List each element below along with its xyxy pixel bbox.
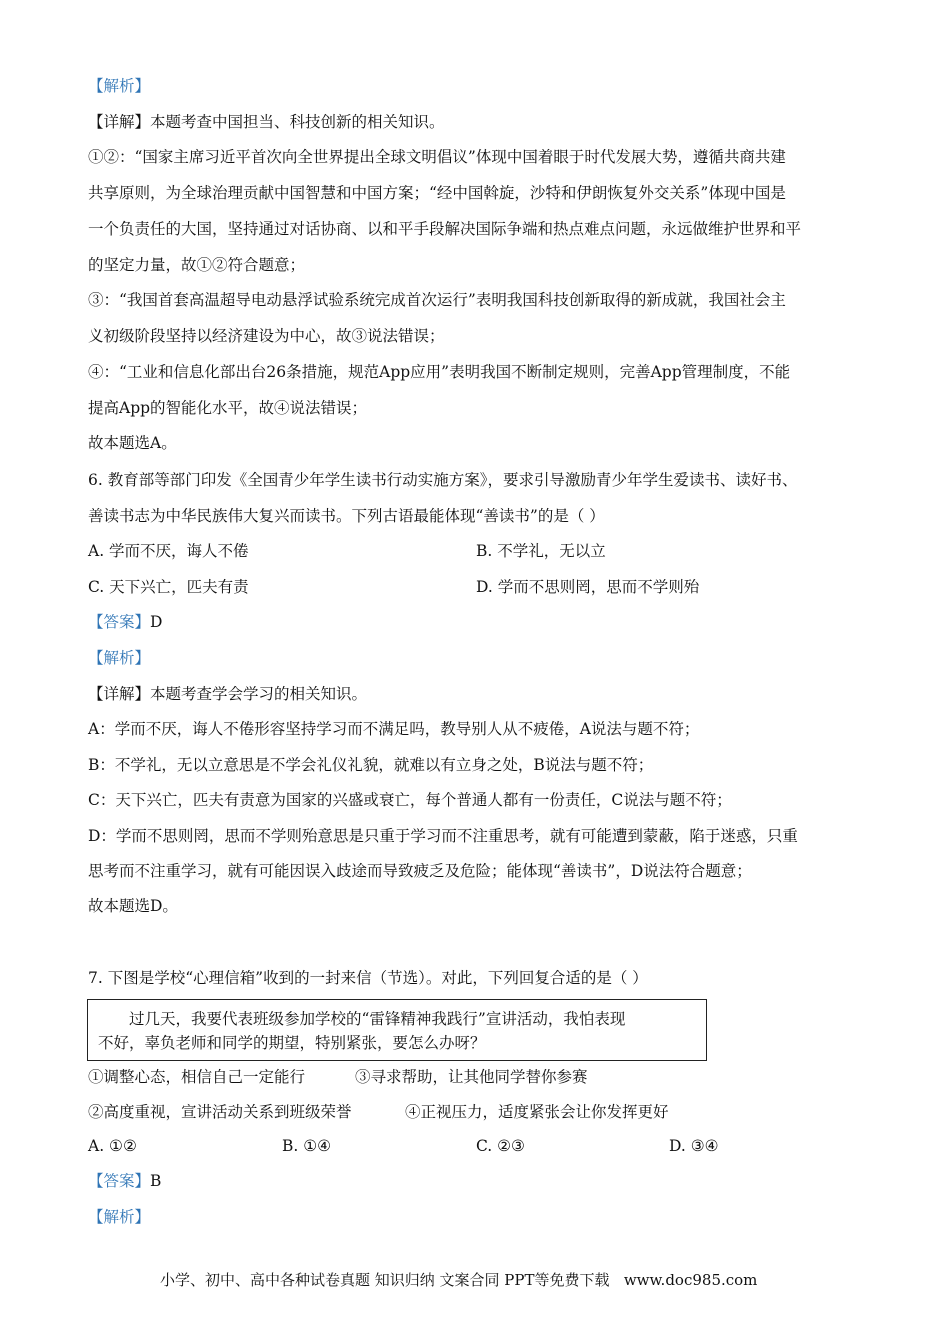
detail-line: ①②：“国家主席习近平首次向全世界提出全球文明倡议”体现中国着眼于时代发展大势，遵循共商共建 [88, 148, 786, 166]
letter-line: 不好，辜负老师和同学的期望，特别紧张，要怎么办呀？ [98, 1034, 486, 1052]
detail-intro: 本题考查学会学习的相关知识。 [150, 685, 368, 703]
option-d: D. ③④ [669, 1137, 719, 1155]
detail-line: 提高App的智能化水平，故④说法错误； [88, 399, 368, 417]
option-d: D. 学而不思则罔，思而不学则殆 [476, 578, 700, 596]
detail-paragraph-q5 [88, 112, 445, 132]
analysis-tag: 【解析】 [88, 77, 151, 95]
statement-3: ③寻求帮助，让其他同学替你参赛 [355, 1068, 588, 1086]
question-6-stem: 善读书志为中华民族伟大复兴而读书。下列古语最能体现“善读书”的是（ ） [88, 507, 605, 525]
option-a: A. ①② [88, 1137, 137, 1155]
detail-line: 共享原则，为全球治理贡献中国智慧和中国方案；“经中国斡旋，沙特和伊朗恢复外交关系”体现中国是 [88, 184, 786, 202]
statement-1: ①调整心态，相信自己一定能行 [88, 1068, 306, 1086]
footer-url[interactable]: www.doc985.com [623, 1271, 758, 1289]
option-c: C. 天下兴亡，匹夫有责 [88, 578, 249, 596]
page-footer [160, 1270, 757, 1290]
answer-tag: 【答案】 [88, 1172, 151, 1190]
option-b: B. 不学礼，无以立 [476, 542, 606, 560]
analysis-tag: 【解析】 [88, 1208, 151, 1226]
detail-line: A：学而不厌，诲人不倦形容坚持学习而不满足吗，教导别人从不疲倦，A说法与题不符； [88, 720, 700, 738]
letter-excerpt-box [87, 999, 707, 1061]
detail-line: D：学而不思则罔，思而不学则殆意思是只重于学习而不注重思考，就有可能遭到蒙蔽，陷于迷惑，只重 [88, 827, 798, 845]
statement-4: ④正视压力，适度紧张会让你发挥更好 [405, 1103, 669, 1121]
statement-2: ②高度重视，宣讲活动关系到班级荣誉 [88, 1103, 352, 1121]
detail-line: ④：“工业和信息化部出台26条措施，规范App应用”表明我国不断制定规则，完善App管理制度，不能 [88, 363, 791, 381]
detail-intro: 本题考查中国担当、科技创新的相关知识。 [150, 113, 445, 131]
detail-line: 一个负责任的大国，坚持通过对话协商、以和平手段解决国际争端和热点难点问题，永远做维护世界和平 [88, 220, 802, 238]
detail-line: 义初级阶段坚持以经济建设为中心，故③说法错误； [88, 327, 445, 345]
answer-value: B [150, 1172, 162, 1190]
question-6-stem: 6. 教育部等部门印发《全国青少年学生读书行动实施方案》，要求引导激励青少年学生爱读书、读好书、 [88, 471, 798, 489]
answer-tag: 【答案】 [88, 613, 151, 631]
answer-line [88, 612, 162, 632]
detail-line: B：不学礼，无以立意思是不学会礼仪礼貌，就难以有立身之处，B说法与题不符； [88, 756, 654, 774]
detail-tag: 【详解】 [88, 685, 151, 703]
question-7-stem: 7. 下图是学校“心理信箱”收到的一封来信（节选）。对此，下列回复合适的是（ ） [88, 969, 648, 987]
detail-line: 思考而不注重学习，就有可能因误入歧途而导致疲乏及危险；能体现“善读书”，D说法符合题意； [88, 862, 752, 880]
answer-line [88, 1171, 161, 1191]
letter-line: 过几天，我要代表班级参加学校的“雷锋精神我践行”宣讲活动，我怕表现 [129, 1010, 626, 1028]
detail-tag: 【详解】 [88, 113, 151, 131]
analysis-tag: 【解析】 [88, 649, 151, 667]
answer-value: D [150, 613, 163, 631]
option-a: A. 学而不厌，诲人不倦 [88, 542, 249, 560]
option-b: B. ①④ [282, 1137, 332, 1155]
detail-conclusion: 故本题选A。 [88, 434, 177, 452]
footer-text: 小学、初中、高中各种试卷真题 知识归纳 文案合同 PPT等免费下载 [160, 1271, 610, 1289]
detail-paragraph-q6 [88, 684, 367, 704]
option-c: C. ②③ [476, 1137, 525, 1155]
detail-line: ③：“我国首套高温超导电动悬浮试验系统完成首次运行”表明我国科技创新取得的新成就，我国社会主 [88, 291, 786, 309]
detail-line: C：天下兴亡，匹夫有责意为国家的兴盛或衰亡，每个普通人都有一份责任，C说法与题不符； [88, 791, 732, 809]
detail-line: 的坚定力量，故①②符合题意； [88, 256, 306, 274]
detail-conclusion: 故本题选D。 [88, 897, 178, 915]
